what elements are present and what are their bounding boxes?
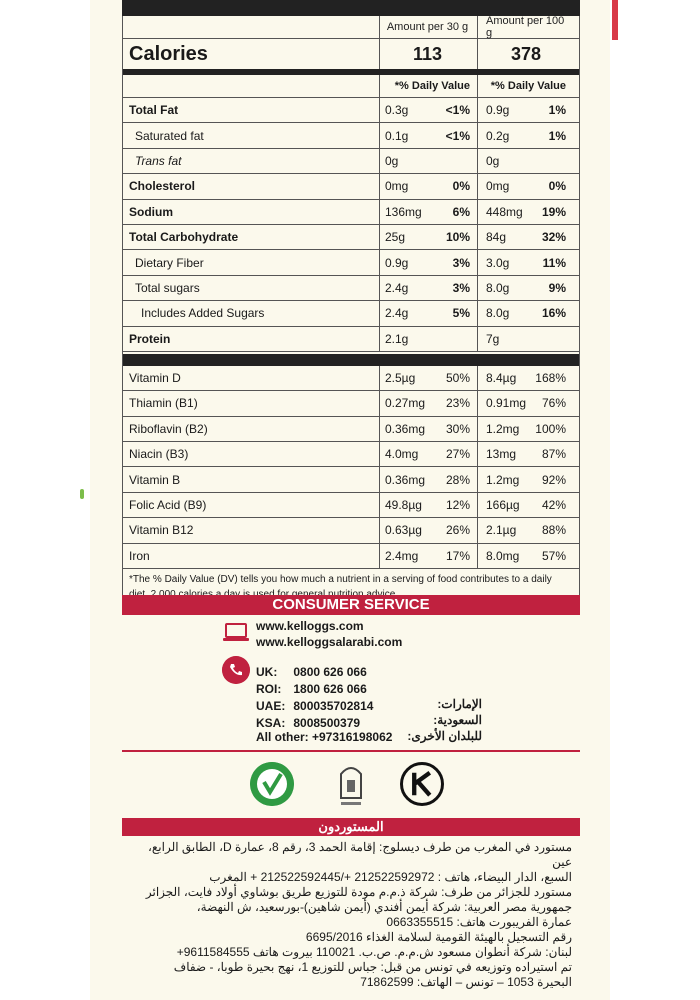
quantity-30: 0.36mg — [385, 421, 426, 436]
quantity-30: 0.63µg — [385, 523, 422, 538]
percent-100: 92% — [541, 472, 566, 487]
quantity-100: 2.1µg — [486, 523, 517, 538]
percent-100: 87% — [541, 447, 566, 462]
phone-icon — [222, 656, 250, 684]
quantity-100: 13mg — [486, 447, 517, 462]
quantity-30: 0g — [385, 153, 399, 168]
percent-30: 3% — [452, 255, 470, 270]
nutrient-name: Total Carbohydrate — [129, 230, 239, 245]
per-30-cell — [379, 174, 475, 198]
percent-30: 12% — [445, 498, 470, 513]
nutrient-name: Total Fat — [129, 103, 179, 118]
quantity-30: 2.4mg — [385, 548, 419, 563]
per-100-cell — [475, 276, 571, 300]
per-30-cell — [379, 391, 475, 415]
nutrient-row — [123, 442, 579, 467]
halal-logo-icon — [338, 760, 364, 810]
nutrient-row — [123, 98, 579, 123]
nutrient-name: Saturated fat — [135, 128, 204, 143]
percent-30: 30% — [445, 421, 470, 436]
nutrient-name: Trans fat — [135, 153, 182, 168]
nutrient-name: Protein — [129, 331, 171, 346]
percent-100: 11% — [542, 255, 566, 270]
vegetarian-logo-icon — [250, 762, 294, 806]
nutrient-row — [123, 200, 579, 225]
vitamin-rows — [123, 366, 579, 569]
quantity-100: 1.2mg — [486, 421, 520, 436]
nutrient-row — [123, 149, 579, 174]
percent-30: 0% — [452, 179, 470, 194]
percent-100: 32% — [541, 230, 566, 245]
percent-30: 17% — [445, 548, 470, 563]
website-links — [222, 618, 402, 650]
package-edge — [612, 0, 618, 40]
calories-100: 378 — [475, 39, 571, 69]
per-30-cell — [379, 200, 475, 224]
phone-line: KSA: 8008500379 — [256, 716, 361, 730]
dv-header-30: *% Daily Value — [379, 75, 475, 97]
importers-text: مستورد في المغرب من طرف ديسلوج: إقامة الحمد 3، رقم 8، عمارة D، الطابق الرابع، عين السبع، الدار البيضاء، هاتف : 212522592972 +/212522592445 + المغرب مستورد للجزائر من طرف: شركة ذ.م.م مودة للتوزيع طريق بوشاوي أولاد فايت، الجزائر جمهورية مصر العربية: شركة أيمن أفندي (أيمن شاهين)-بورسعيد، ش النهضة، عمارة الفريبورت هاتف: 0663355515 رقم التسجيل بالهيئة القومية لسلامة الغذاء 6695/2016 لبنان: شركة أنطوان مسعود ش.م.م. ص.ب. 110021 بيروت هاتف 9611584555+ تم استيراده وتوزيعه في تونس من قبل: جباس للتوزيع 1، نهج بحيرة طوبا، - ضفاف البحيرة 1053 – تونس – الهاتف: 71862599 — [145, 840, 572, 989]
per-100-cell — [475, 366, 571, 390]
percent-100: 9% — [548, 280, 566, 295]
nutrient-name: Cholesterol — [129, 179, 196, 194]
percent-30: <1% — [445, 128, 470, 143]
nutrient-name: Thiamin (B1) — [129, 396, 198, 411]
nutrient-row — [123, 123, 579, 148]
arabic-country-labels: الإمارات: السعودية: للبلدان الأخرى: — [407, 697, 482, 743]
per-100-cell — [475, 225, 571, 249]
leaf-mark — [80, 489, 84, 499]
percent-100: 76% — [541, 396, 566, 411]
per-100-cell — [475, 467, 571, 491]
quantity-100: 1.2mg — [486, 472, 520, 487]
nutrient-row — [123, 467, 579, 492]
nutrient-row — [123, 250, 579, 275]
per-30-cell — [379, 276, 475, 300]
per-100-cell — [475, 391, 571, 415]
quantity-30: 0.9g — [385, 255, 409, 270]
percent-100: 168% — [535, 371, 566, 386]
certification-logos — [250, 760, 470, 812]
quantity-100: 166µg — [486, 498, 520, 513]
nutrient-row — [123, 493, 579, 518]
website-link[interactable]: www.kelloggsalarabi.com — [256, 635, 403, 649]
quantity-30: 2.4g — [385, 280, 409, 295]
nutrient-row — [123, 276, 579, 301]
per-30-cell — [379, 366, 475, 390]
daily-value-footnote: *The % Daily Value (DV) tells you how much a nutrient in a serving of food contributes to a daily — [122, 569, 580, 606]
percent-100: 1% — [548, 103, 566, 118]
vitamin-divider-bar — [123, 354, 579, 366]
phone-line: UAE: 800035702814 — [256, 699, 374, 713]
quantity-30: 0.27mg — [385, 396, 426, 411]
percent-100: 57% — [541, 548, 566, 563]
nutrient-name: Vitamin B — [129, 472, 181, 487]
nutrition-grid — [122, 16, 580, 569]
quantity-100: 84g — [486, 230, 507, 245]
quantity-30: 0mg — [385, 179, 409, 194]
per-100-cell — [475, 174, 571, 198]
per-30-cell — [379, 149, 475, 173]
nutrient-rows — [123, 98, 579, 352]
phone-line: ROI: 1800 626 066 — [256, 682, 367, 696]
daily-value-header-row — [123, 75, 579, 98]
quantity-100: 8.0mg — [486, 548, 520, 563]
nutrient-name: Folic Acid (B9) — [129, 498, 207, 513]
amount-header-row — [123, 16, 579, 39]
phone-line: UK: 0800 626 066 — [256, 665, 367, 679]
percent-30: <1% — [445, 103, 470, 118]
per-30-cell — [379, 301, 475, 325]
quantity-100: 8.0g — [486, 306, 510, 321]
nutrient-row — [123, 225, 579, 250]
percent-100: 1% — [548, 128, 566, 143]
quantity-100: 448mg — [486, 204, 523, 219]
amount-30-header: Amount per 30 g — [379, 16, 475, 38]
per-100-cell — [475, 149, 571, 173]
per-100-cell — [475, 327, 571, 351]
per-100-cell — [475, 442, 571, 466]
quantity-30: 4.0mg — [385, 447, 419, 462]
per-30-cell — [379, 98, 475, 122]
nutrient-name: Sodium — [129, 204, 173, 219]
percent-100: 19% — [541, 204, 566, 219]
per-100-cell — [475, 123, 571, 147]
nutrient-row — [123, 327, 579, 352]
quantity-100: 3.0g — [486, 255, 510, 270]
website-link[interactable]: www.kelloggs.com — [256, 619, 364, 633]
per-30-cell — [379, 417, 475, 441]
percent-30: 28% — [445, 472, 470, 487]
quantity-30: 2.5µg — [385, 371, 416, 386]
per-100-cell — [475, 250, 571, 274]
percent-100: 42% — [541, 498, 566, 513]
nutrition-facts-table — [122, 0, 580, 606]
percent-30: 6% — [452, 204, 470, 219]
nutrient-row — [123, 366, 579, 391]
per-100-cell — [475, 544, 571, 568]
nutrient-row — [123, 174, 579, 199]
quantity-30: 25g — [385, 230, 406, 245]
per-30-cell — [379, 442, 475, 466]
per-30-cell — [379, 225, 475, 249]
percent-30: 10% — [445, 230, 470, 245]
amount-100-header: Amount per 100 g — [475, 16, 571, 38]
nutrient-row — [123, 544, 579, 569]
percent-100: 16% — [541, 306, 566, 321]
nutrient-name: Vitamin B12 — [129, 523, 194, 538]
nutrient-name: Iron — [129, 548, 150, 563]
quantity-30: 0.1g — [385, 128, 409, 143]
phone-list — [256, 664, 373, 732]
importers-band: المستوردون — [122, 818, 580, 836]
dv-header-100: *% Daily Value — [475, 75, 571, 97]
nutrient-name: Includes Added Sugars — [141, 306, 265, 321]
top-bar — [122, 0, 580, 16]
percent-100: 100% — [535, 421, 566, 436]
consumer-service-band: CONSUMER SERVICE — [122, 595, 580, 615]
percent-100: 88% — [541, 523, 566, 538]
quantity-100: 0g — [486, 153, 500, 168]
percent-30: 23% — [445, 396, 470, 411]
percent-30: 26% — [445, 523, 470, 538]
other-countries-phone: All other: +97316198062 — [256, 730, 393, 744]
percent-100: 0% — [548, 179, 566, 194]
nutrient-row — [123, 301, 579, 326]
percent-30: 27% — [445, 447, 470, 462]
quantity-100: 8.0g — [486, 280, 510, 295]
per-100-cell — [475, 493, 571, 517]
per-30-cell — [379, 327, 475, 351]
per-30-cell — [379, 518, 475, 542]
per-100-cell — [475, 301, 571, 325]
nutrient-name: Niacin (B3) — [129, 447, 189, 462]
per-100-cell — [475, 518, 571, 542]
percent-30: 5% — [452, 306, 470, 321]
calories-30: 113 — [379, 39, 475, 69]
per-30-cell — [379, 123, 475, 147]
per-30-cell — [379, 467, 475, 491]
quantity-100: 0mg — [486, 179, 510, 194]
quantity-30: 2.4g — [385, 306, 409, 321]
quantity-100: 7g — [486, 331, 500, 346]
nutrient-name: Dietary Fiber — [135, 255, 204, 270]
nutrient-name: Total sugars — [135, 280, 200, 295]
calories-label: Calories — [129, 42, 208, 65]
nutrient-row — [123, 518, 579, 543]
quantity-30: 0.3g — [385, 103, 409, 118]
per-100-cell — [475, 417, 571, 441]
per-30-cell — [379, 250, 475, 274]
quantity-100: 0.9g — [486, 103, 510, 118]
quantity-100: 0.91mg — [486, 396, 527, 411]
per-100-cell — [475, 200, 571, 224]
quantity-100: 8.4µg — [486, 371, 517, 386]
kosher-logo-icon — [400, 762, 444, 806]
section-divider — [122, 750, 580, 752]
nutrient-name: Riboflavin (B2) — [129, 421, 208, 436]
percent-30: 50% — [445, 371, 470, 386]
quantity-100: 0.2g — [486, 128, 510, 143]
quantity-30: 2.1g — [385, 331, 409, 346]
quantity-30: 49.8µg — [385, 498, 422, 513]
nutrient-name: Vitamin D — [129, 371, 181, 386]
calories-row — [123, 39, 579, 69]
nutrient-row — [123, 391, 579, 416]
per-30-cell — [379, 544, 475, 568]
percent-30: 3% — [452, 280, 470, 295]
quantity-30: 0.36mg — [385, 472, 426, 487]
nutrient-row — [123, 417, 579, 442]
per-30-cell — [379, 493, 475, 517]
per-100-cell — [475, 98, 571, 122]
quantity-30: 136mg — [385, 204, 422, 219]
